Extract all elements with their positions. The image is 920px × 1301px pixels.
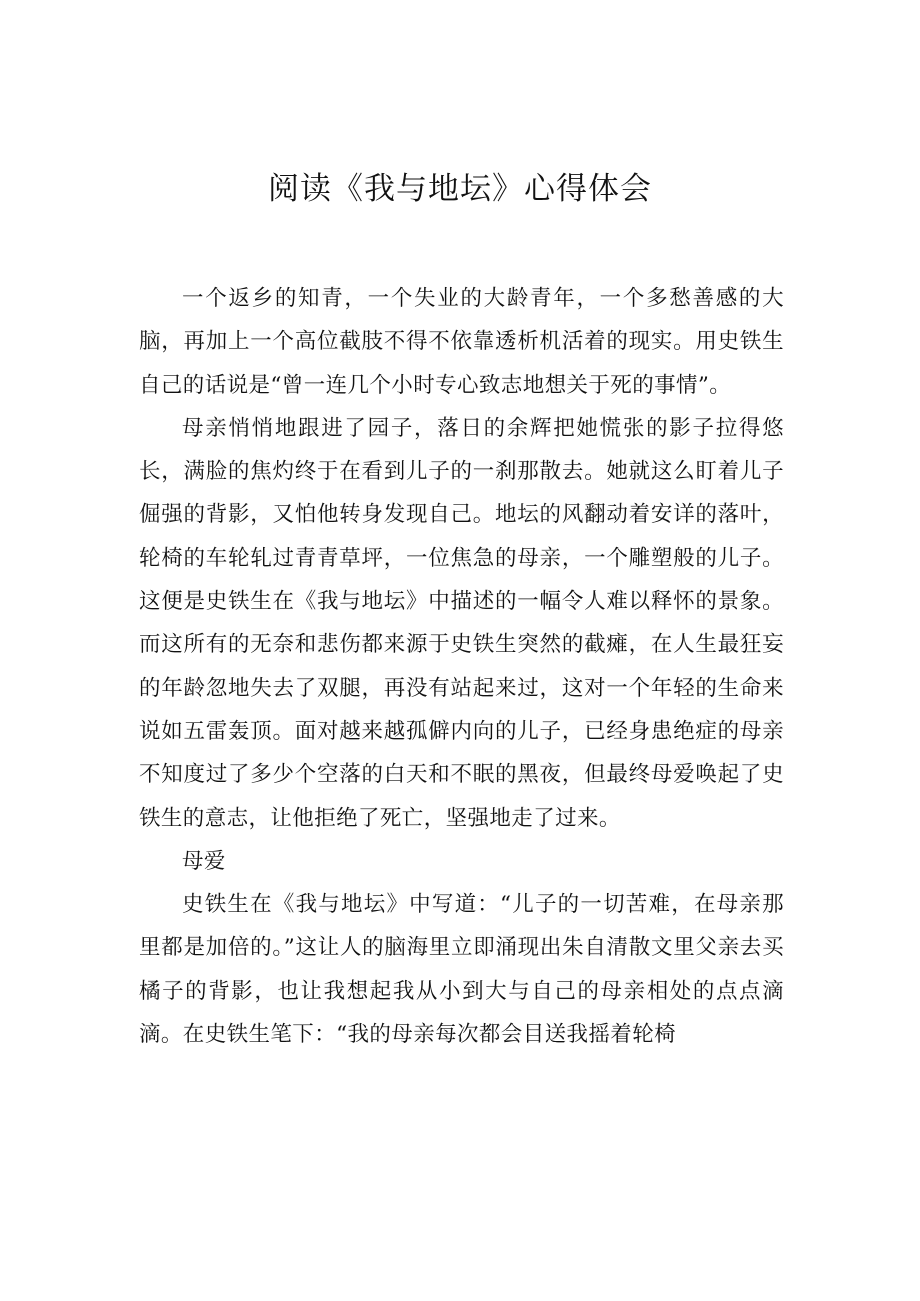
paragraph-2: 母亲悄悄地跟进了园子，落日的余辉把她慌张的影子拉得悠长，满脸的焦灼终于在看到儿子的一刹那散去。她就这么盯着儿子倔强的背影，又怕他转身发现自己。地坛的风翻动着安详的落叶，轮椅的车轮轧过青青草坪，一位焦急的母亲，一个雕塑般的儿子。这便是史铁生在《我与地坛》中描述的一幅令人难以释怀的景象。而这所有的无奈和悲伤都来源于史铁生突然的截瘫，在人生最狂妄的年龄忽地失去了双腿，再没有站起来过，这对一个年轻的生命来说如五雷轰顶。面对越来越孤僻内向的儿子，已经身患绝症的母亲不知度过了多少个空落的白天和不眠的黑夜，但最终母爱唤起了史铁生的意志，让他拒绝了死亡，坚强地走了过来。 [139, 415, 784, 831]
paragraph-3: 史铁生在《我与地坛》中写道：“儿子的一切苦难，在母亲那里都是加倍的。”这让人的脑海里立即涌现出朱自清散文里父亲去买橘子的背影，也让我想起我从小到大与自己的母亲相处的点点滴滴。在史铁生笔下：“我的母亲每次都会目送我摇着轮椅 [139, 892, 784, 1048]
section-heading-mother-love: 母爱 [182, 848, 226, 874]
document-body [139, 277, 784, 1056]
paragraph-1: 一个返乡的知青，一个失业的大龄青年，一个多愁善感的大脑，再加上一个高位截肢不得不依靠透析机活着的现实。用史铁生自己的话说是“曾一连几个小时专心致志地想关于死的事情”。 [139, 286, 784, 398]
document-title: 阅读《我与地坛》心得体会 [268, 171, 652, 207]
